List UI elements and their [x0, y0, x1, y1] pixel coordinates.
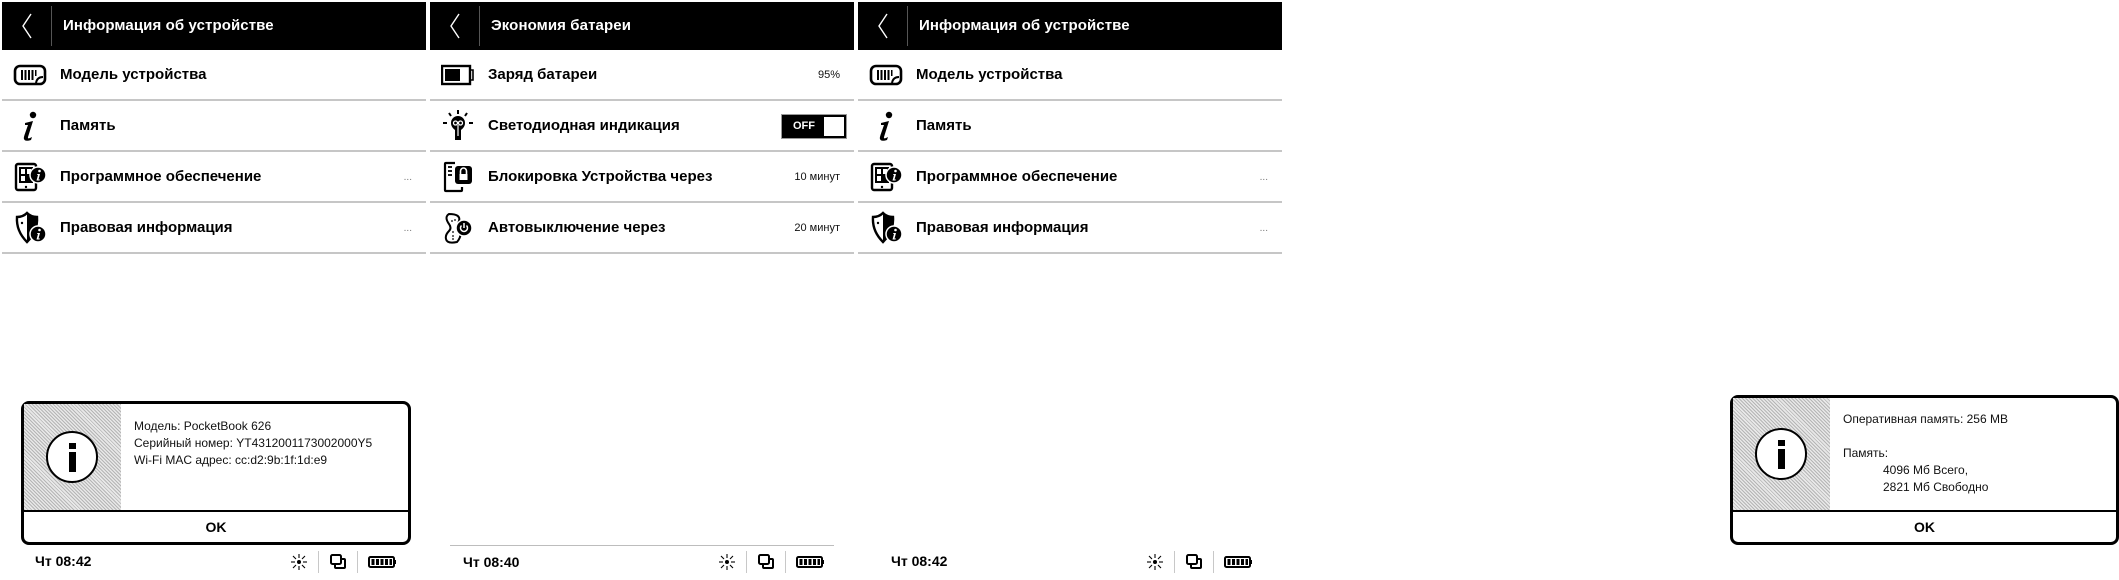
list-item-device-model[interactable] — [858, 50, 1282, 101]
list-item-battery-charge[interactable] — [430, 50, 854, 101]
legal-shield-icon — [12, 211, 48, 245]
battery-icon[interactable] — [368, 550, 398, 574]
list-item-label: Правовая информация — [916, 219, 1089, 236]
barcode-icon — [12, 58, 48, 92]
led-bulb-icon — [440, 109, 476, 143]
list-item-label: Программное обеспечение — [916, 168, 1118, 185]
chevron-left-icon — [876, 13, 890, 39]
ram-line: Оперативная память: 256 MB — [1843, 412, 2008, 426]
header-bar — [2, 2, 426, 50]
lock-timeout-value: 10 минут — [794, 171, 840, 183]
settings-list — [2, 50, 426, 254]
chevron-left-icon — [20, 13, 34, 39]
dialog-message — [134, 418, 372, 469]
device-model-line: Модель: PocketBook 626 — [134, 419, 272, 433]
list-item-label: Заряд батареи — [488, 66, 598, 83]
status-divider — [785, 551, 786, 573]
led-toggle[interactable] — [782, 115, 846, 138]
frontlight-icon[interactable] — [718, 550, 736, 574]
status-divider — [746, 551, 747, 573]
status-time: Чт 08:40 — [463, 554, 520, 570]
memory-total: 4096 Мб Всего, — [1883, 463, 1969, 477]
memory-free: 2821 Мб Свободно — [1883, 480, 1989, 494]
status-divider — [318, 551, 319, 573]
list-item-auto-poweroff[interactable] — [430, 203, 854, 254]
list-item-label: Автовыключение через — [488, 219, 666, 236]
list-item-label: Память — [60, 117, 116, 134]
status-time: Чт 08:42 — [891, 553, 948, 569]
legal-shield-icon — [868, 211, 904, 245]
list-item-led-indication[interactable] — [430, 101, 854, 152]
settings-list — [858, 50, 1282, 254]
list-item-device-model[interactable] — [2, 50, 426, 101]
spacer — [1843, 428, 2008, 445]
info-italic-icon — [12, 109, 48, 143]
ok-button[interactable]: OK — [24, 510, 408, 542]
frontlight-icon[interactable] — [1146, 550, 1164, 574]
page-title: Информация об устройстве — [63, 17, 274, 34]
info-circle-icon — [46, 431, 98, 483]
software-info-icon — [12, 160, 48, 194]
status-divider — [1213, 551, 1214, 573]
battery-icon[interactable] — [796, 550, 826, 574]
info-dialog-memory — [1730, 395, 2119, 545]
status-icons — [718, 550, 826, 574]
ok-button[interactable]: OK — [1733, 510, 2116, 542]
tasks-icon[interactable] — [329, 550, 347, 574]
barcode-icon — [868, 58, 904, 92]
toggle-state-label: OFF — [784, 117, 824, 136]
more-indicator: ... — [1259, 223, 1268, 234]
status-icons — [290, 550, 398, 574]
info-italic-icon — [868, 109, 904, 143]
status-time: Чт 08:42 — [35, 553, 92, 569]
panel-device-info-model — [0, 0, 428, 580]
list-item-label: Программное обеспечение — [60, 168, 262, 185]
dialog-icon-pane — [1733, 398, 1830, 510]
frontlight-icon[interactable] — [290, 550, 308, 574]
device-lock-icon — [440, 160, 476, 194]
header-divider — [479, 6, 480, 46]
back-button[interactable] — [2, 2, 52, 50]
status-icons — [1146, 550, 1254, 574]
header-bar — [430, 2, 854, 50]
info-dialog-device-model — [21, 401, 411, 545]
list-item-label: Правовая информация — [60, 219, 233, 236]
list-item-label: Модель устройства — [916, 66, 1063, 83]
list-item-label: Память — [916, 117, 972, 134]
list-item-memory[interactable] — [858, 101, 1282, 152]
list-item-legal-info[interactable] — [2, 203, 426, 254]
page-title: Экономия батареи — [491, 17, 632, 34]
header-divider — [907, 6, 908, 46]
memory-label: Память: — [1843, 446, 1889, 460]
status-divider — [1174, 551, 1175, 573]
battery-level-icon — [440, 58, 476, 92]
battery-icon[interactable] — [1224, 550, 1254, 574]
list-item-legal-info[interactable] — [858, 203, 1282, 254]
back-button[interactable] — [430, 2, 480, 50]
tasks-icon[interactable] — [1185, 550, 1203, 574]
header-divider — [51, 6, 52, 46]
info-circle-icon — [1755, 428, 1807, 480]
list-item-memory[interactable] — [2, 101, 426, 152]
more-indicator: ... — [1259, 172, 1268, 183]
wifi-mac-line: Wi-Fi MAC адрес: cc:d2:9b:1f:1d:e9 — [134, 453, 328, 467]
panel-battery-saving — [428, 0, 856, 580]
list-item-label: Блокировка Устройства через — [488, 168, 713, 185]
status-bar — [878, 548, 1254, 576]
tasks-icon[interactable] — [757, 550, 775, 574]
dialog-message — [1843, 411, 2008, 496]
list-item-label: Светодиодная индикация — [488, 117, 680, 134]
list-item-device-lock[interactable] — [430, 152, 854, 203]
battery-percent: 95% — [817, 69, 840, 81]
settings-list — [430, 50, 854, 254]
page-title: Информация об устройстве — [919, 17, 1130, 34]
more-indicator: ... — [403, 223, 412, 234]
list-item-software[interactable] — [2, 152, 426, 203]
software-info-icon — [868, 160, 904, 194]
serial-number-line: Серийный номер: YT4312001173002000Y5 — [134, 436, 373, 450]
status-bar — [22, 548, 398, 576]
panel-device-info-memory — [856, 0, 2008, 580]
chevron-left-icon — [448, 13, 462, 39]
dialog-icon-pane — [24, 404, 121, 510]
auto-poweroff-icon — [440, 211, 476, 245]
header-bar — [858, 2, 1282, 50]
list-item-label: Модель устройства — [60, 66, 207, 83]
status-divider — [357, 551, 358, 573]
more-indicator: ... — [403, 172, 412, 183]
poweroff-timeout-value: 20 минут — [794, 222, 840, 234]
list-item-software[interactable] — [858, 152, 1282, 203]
status-bar — [450, 545, 834, 573]
back-button[interactable] — [858, 2, 908, 50]
